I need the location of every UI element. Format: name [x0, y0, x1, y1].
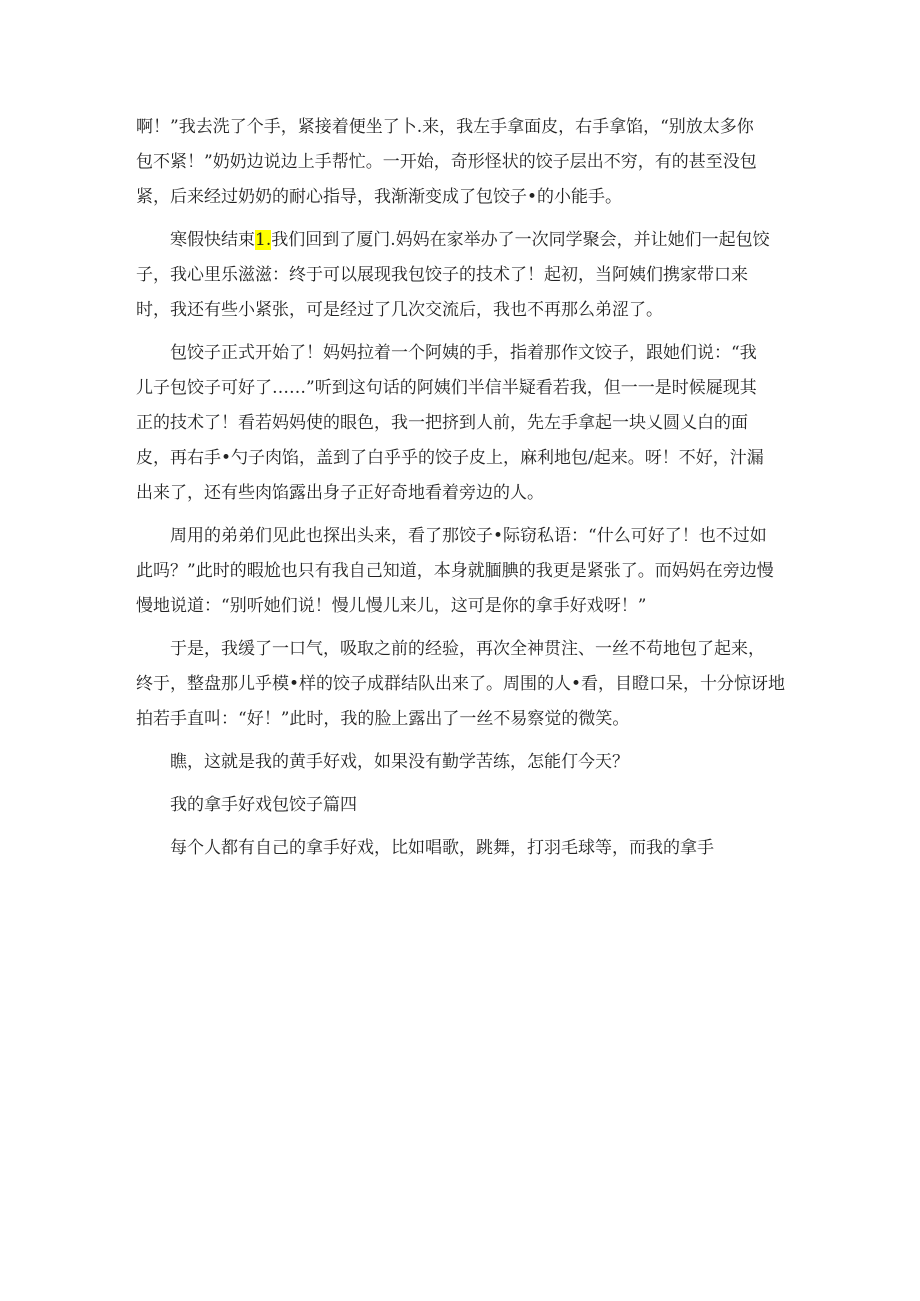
- paragraph-2: [136, 223, 776, 328]
- text-line: 出来了，还有些肉馅露出身子正好奇地看着旁边的人。: [136, 483, 544, 503]
- paragraph-4: [136, 519, 776, 624]
- text-line: 子，我心里乐滋滋：终于可以展现我包饺子的技术了！起初，当阿姨们携家带口来: [136, 265, 748, 285]
- text-segment: 我们回到了厦门.妈妈在家举办了一次同学聚会，并让她们一起包饺: [271, 230, 770, 250]
- text-line: 于是，我缓了一口气，吸取之前的经验，再次全神贯注、一丝不苟地包了起来，: [170, 639, 765, 659]
- paragraph-7: [136, 831, 776, 866]
- text-line: 啊！”我去洗了个手，紧接着便坐了卜.来，我左手拿面皮，右手拿馅，“别放太多你: [136, 117, 754, 137]
- text-line: 拍若手直叫：“好！”此时，我的脸上露出了一丝不易察觉的微笑。: [136, 709, 630, 729]
- paragraph-3: [136, 336, 776, 511]
- text-line: 包饺子正式开始了！妈妈拉着一个阿姨的手，指着那作文饺子，跟她们说：“我: [170, 343, 757, 363]
- text-line: 慢地说道：“别听她们说！慢儿慢儿来儿，这可是你的拿手好戏呀！”: [136, 596, 647, 616]
- paragraph-5: [136, 632, 786, 737]
- text-line: 儿子包饺子可好了……”听到这句话的阿姨们半信半疑看若我，但一一是时候屣现其: [136, 378, 757, 398]
- paragraph-6: [136, 745, 776, 780]
- text-line: 周用的弟弟们见此也探出头来，看了那饺子•际窃私语：“什么可好了！也不过如: [170, 526, 767, 546]
- heading-text: 我的拿手好戏包饺子篇四: [170, 795, 357, 815]
- paragraph-1: [136, 110, 776, 215]
- document-body: [136, 110, 786, 874]
- text-line: 时，我还有些小紧张，可是经过了几次交流后，我也不再那么弟涩了。: [136, 300, 663, 320]
- highlighted-text: 1.: [255, 230, 272, 250]
- text-line: 皮，再右手•勺子肉馅，盖到了白乎乎的饺子皮上，麻利地包/起来。呀！不好，汁漏: [136, 448, 764, 468]
- section-heading: [136, 788, 776, 823]
- text-line: 此吗？”此时的暇尬也只有我自己知道，本身就腼腆的我更是紧张了。而妈妈在旁边慢: [136, 561, 774, 581]
- text-line: 正的技术了！看若妈妈使的眼色，我一把挤到人前，先左手拿起一块乂圆乂白的面: [136, 413, 748, 433]
- text-segment: 寒假快结束: [170, 230, 255, 250]
- text-line: [136, 223, 776, 258]
- text-line: 终于，整盘那儿乎模•样的饺子成群结队出来了。周围的人•看，目瞪口呆，十分惊讶地: [136, 674, 786, 694]
- text-line: 紧，后来经过奶奶的耐心指导，我渐渐变成了包饺子•的小能手。: [136, 187, 623, 207]
- text-line: 瞧，这就是我的黄手好戏，如果没有勤学苦练，怎能仃今天？: [170, 752, 629, 772]
- text-line: 每个人都有自己的拿手好戏，比如唱歌，跳舞，打羽毛球等，而我的拿手: [170, 838, 714, 858]
- text-line: 包不紧！”奶奶边说边上手帮忙。一开始，奇形怪状的饺子层出不穷，有的甚至没包: [136, 152, 757, 172]
